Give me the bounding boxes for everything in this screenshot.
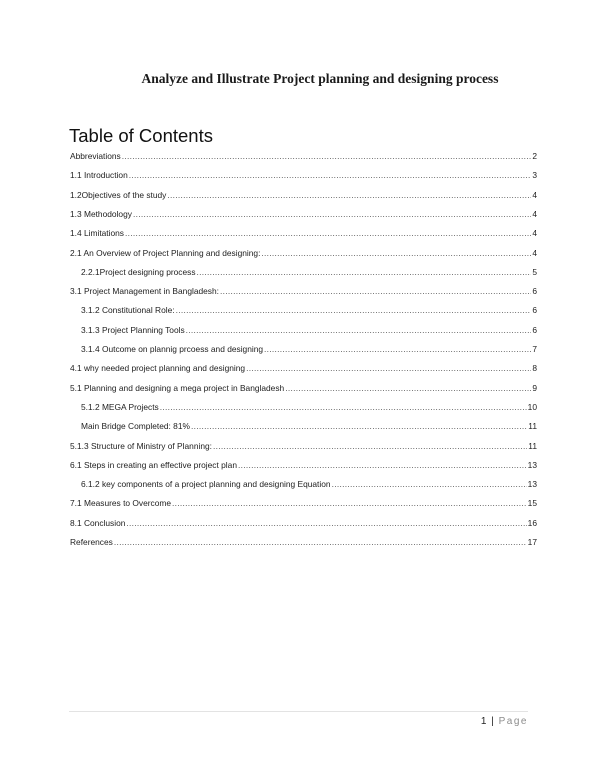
toc-dot-leader bbox=[114, 536, 527, 549]
toc-entry-page: 15 bbox=[527, 498, 537, 509]
toc-dot-leader bbox=[176, 304, 531, 317]
toc-entry-label: 2.1 An Overview of Project Planning and designing: bbox=[70, 247, 261, 258]
toc-entry[interactable] bbox=[81, 324, 537, 337]
toc-entry[interactable] bbox=[81, 343, 537, 356]
toc-entry-page: 10 bbox=[527, 401, 537, 412]
page-label: Page bbox=[498, 716, 528, 727]
toc-entry[interactable] bbox=[70, 189, 537, 202]
toc-entry-page: 4 bbox=[532, 228, 537, 239]
toc-entry-label: 1.3 Methodology bbox=[70, 208, 132, 219]
toc-entry-page: 6 bbox=[532, 324, 537, 335]
toc-dot-leader bbox=[213, 440, 527, 453]
toc-entry[interactable] bbox=[81, 478, 537, 491]
toc-entry-label: 1.4 Limitations bbox=[70, 228, 124, 239]
toc-entry[interactable] bbox=[70, 208, 537, 221]
toc-dot-leader bbox=[238, 459, 527, 472]
document-title: Analyze and Illustrate Project planning and designing process bbox=[141, 71, 499, 86]
toc-entry[interactable] bbox=[70, 459, 537, 472]
toc-entry-page: 4 bbox=[532, 208, 537, 219]
toc-entry[interactable] bbox=[81, 266, 537, 279]
toc-entry-label: 3.1.2 Constitutional Role: bbox=[81, 305, 175, 316]
toc-dot-leader bbox=[122, 150, 531, 163]
toc-entry-page: 13 bbox=[527, 459, 537, 470]
toc-entry[interactable] bbox=[70, 169, 537, 182]
toc-entry-page: 11 bbox=[528, 421, 537, 432]
toc-dot-leader bbox=[246, 362, 531, 375]
toc-entry[interactable] bbox=[81, 420, 537, 433]
toc-entry-page: 4 bbox=[532, 247, 537, 258]
toc-entry-label: Main Bridge Completed: 81% bbox=[81, 421, 190, 432]
toc-entry-page: 8 bbox=[532, 363, 537, 374]
toc-dot-leader bbox=[197, 266, 531, 279]
toc-entry-label: Abbreviations bbox=[70, 151, 121, 161]
toc-entry-page: 7 bbox=[532, 344, 537, 354]
page-number: 1 bbox=[480, 716, 487, 727]
toc-entry[interactable] bbox=[70, 362, 537, 375]
toc-dot-leader bbox=[220, 285, 531, 298]
page-footer bbox=[481, 716, 528, 727]
toc-entry[interactable] bbox=[70, 497, 537, 510]
toc-entry-label: 5.1 Planning and designing a mega project in Bangladesh bbox=[70, 382, 285, 393]
toc-entry-label: 4.1 why needed project planning and designing bbox=[70, 363, 246, 374]
toc-entry-label: 8.1 Conclusion bbox=[70, 517, 126, 528]
toc-entry[interactable] bbox=[70, 517, 537, 530]
toc-entry-label: 6.1.2 key components of a project planning and designing Equation bbox=[81, 479, 331, 490]
toc-entry-label: 1.1 Introduction bbox=[70, 170, 128, 181]
toc-entry-label: 6.1 Steps in creating an effective project plan bbox=[70, 459, 237, 470]
toc-entry[interactable] bbox=[70, 285, 537, 298]
toc-entry-page: 3 bbox=[532, 170, 537, 181]
toc-entry[interactable] bbox=[70, 440, 537, 453]
toc-entry-label: 3.1.3 Project Planning Tools bbox=[81, 324, 185, 335]
toc-dot-leader bbox=[133, 208, 531, 221]
toc-entry-page: 5 bbox=[532, 266, 537, 277]
toc-entry-page: 9 bbox=[532, 382, 537, 393]
toc-entry-label: 1.2Objectives of the study bbox=[70, 189, 167, 200]
toc-dot-leader bbox=[285, 382, 531, 395]
toc-entry-page: 16 bbox=[527, 517, 537, 528]
toc-entry-label: 2.2.1Project designing process bbox=[81, 266, 196, 277]
toc-heading: Table of Contents bbox=[69, 125, 213, 146]
toc-dot-leader bbox=[264, 343, 531, 356]
toc-entry-page: 2 bbox=[532, 151, 537, 161]
toc-dot-leader bbox=[191, 420, 527, 433]
toc-dot-leader bbox=[126, 517, 526, 530]
toc-entry-label: 5.1.2 MEGA Projects bbox=[81, 401, 159, 412]
toc-dot-leader bbox=[125, 227, 531, 240]
toc-entry-page: 11 bbox=[528, 440, 537, 451]
footer-separator: | bbox=[491, 716, 494, 727]
toc-entry-label: References bbox=[70, 537, 113, 547]
toc-entry-label: 3.1 Project Management in Bangladesh: bbox=[70, 286, 219, 297]
toc-entry-label: 3.1.4 Outcome on plannig prcoess and designing bbox=[81, 344, 264, 354]
toc-entry[interactable] bbox=[81, 304, 537, 317]
toc-dot-leader bbox=[186, 324, 531, 337]
toc-entry-page: 13 bbox=[527, 479, 537, 490]
toc-entry[interactable] bbox=[70, 536, 537, 549]
toc-dot-leader bbox=[332, 478, 527, 491]
toc-entry-page: 17 bbox=[527, 537, 537, 547]
toc-entry-page: 4 bbox=[532, 189, 537, 200]
toc-entry-page: 6 bbox=[532, 305, 537, 316]
toc-dot-leader bbox=[167, 189, 531, 202]
toc-entry[interactable] bbox=[70, 227, 537, 240]
toc-entry[interactable] bbox=[70, 382, 537, 395]
toc-dot-leader bbox=[129, 169, 531, 182]
toc-entry-label: 5.1.3 Structure of Ministry of Planning: bbox=[70, 440, 212, 451]
toc-dot-leader bbox=[160, 401, 527, 414]
toc-entry-label: 7.1 Measures to Overcome bbox=[70, 498, 172, 509]
toc-entry[interactable] bbox=[70, 247, 537, 260]
toc-dot-leader bbox=[172, 497, 527, 510]
toc-entry[interactable] bbox=[81, 401, 537, 414]
footer-divider bbox=[69, 711, 528, 712]
toc-entry[interactable] bbox=[70, 150, 537, 163]
toc-entry-page: 6 bbox=[532, 286, 537, 297]
toc-dot-leader bbox=[261, 247, 531, 260]
